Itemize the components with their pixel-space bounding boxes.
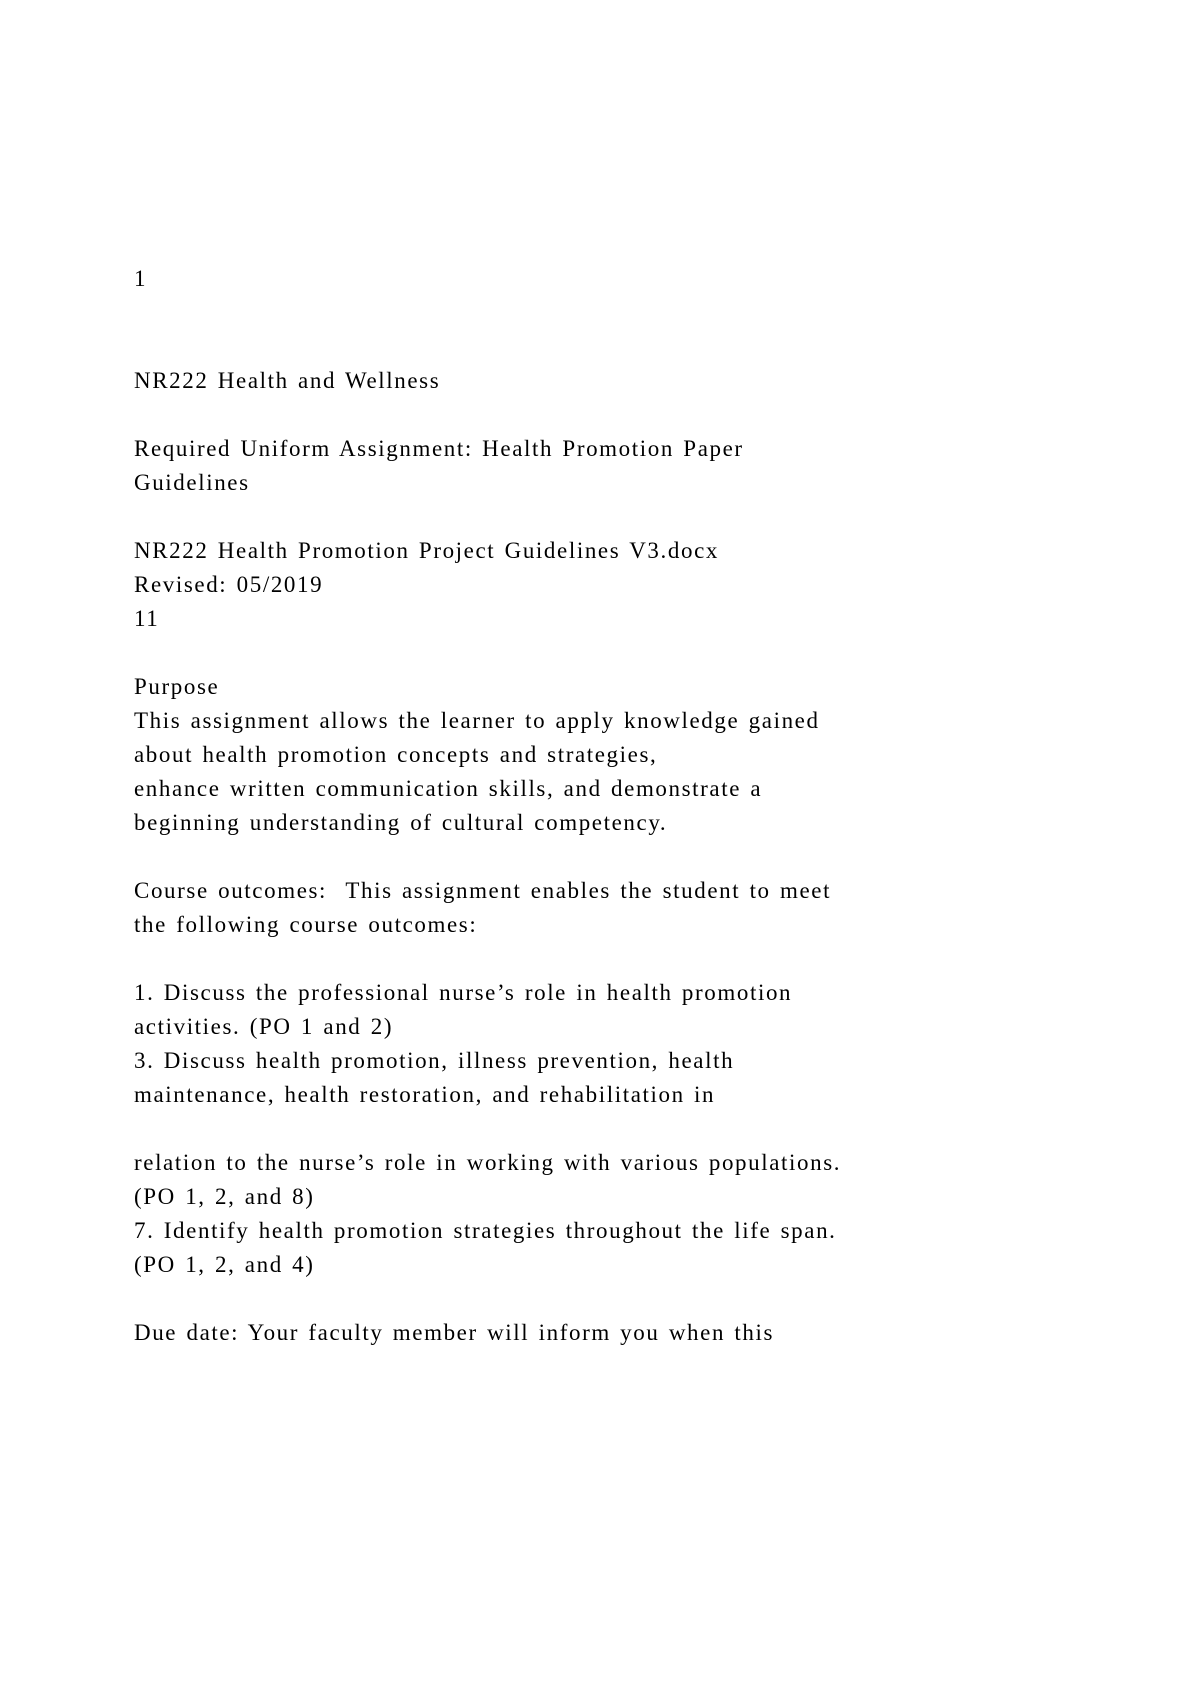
text-line: 7. Identify health promotion strategies throughout the life span. — [134, 1218, 837, 1243]
text-line: enhance written communication skills, and demonstrate a — [134, 776, 763, 801]
paragraph-assignment-title — [134, 432, 1091, 500]
text-line: 1. Discuss the professional nurse’s role in health promotion — [134, 980, 793, 1005]
paragraph-course-outcomes-intro — [134, 874, 1091, 942]
page-number-text: 1 — [134, 266, 148, 291]
text-line: Required Uniform Assignment: Health Promotion Paper — [134, 436, 744, 461]
text-line: maintenance, health restoration, and rehabilitation in — [134, 1082, 716, 1107]
paragraph-page-number — [134, 262, 1091, 296]
paragraph-outcomes-list-part1 — [134, 976, 1091, 1112]
text-line: Guidelines — [134, 470, 250, 495]
text-line: beginning understanding of cultural competency. — [134, 810, 668, 835]
text-line: about health promotion concepts and strategies, — [134, 742, 658, 767]
text-line: relation to the nurse’s role in working with various populations. — [134, 1150, 842, 1175]
paragraph-outcomes-list-part2 — [134, 1146, 1091, 1282]
file-name-text: NR222 Health Promotion Project Guidelines V3.docx — [134, 538, 719, 563]
text-line: (PO 1, 2, and 4) — [134, 1252, 315, 1277]
text-line: 3. Discuss health promotion, illness prevention, health — [134, 1048, 735, 1073]
paragraph-file-info — [134, 534, 1091, 636]
purpose-heading-text: Purpose — [134, 674, 220, 699]
text-line: 11 — [134, 606, 160, 631]
text-line: the following course outcomes: — [134, 912, 478, 937]
paragraph-purpose — [134, 670, 1091, 840]
text-line: activities. (PO 1 and 2) — [134, 1014, 394, 1039]
text-line: Course outcomes: This assignment enables the student to meet — [134, 878, 832, 903]
text-line: (PO 1, 2, and 8) — [134, 1184, 315, 1209]
paragraph-course-title — [134, 364, 1091, 398]
due-date-text: Due date: Your faculty member will inform you when this — [134, 1320, 775, 1345]
text-line: This assignment allows the learner to apply knowledge gained — [134, 708, 820, 733]
paragraph-due-date — [134, 1316, 1091, 1350]
course-title-text: NR222 Health and Wellness — [134, 368, 441, 393]
revision-date-text: Revised: 05/2019 — [134, 572, 324, 597]
